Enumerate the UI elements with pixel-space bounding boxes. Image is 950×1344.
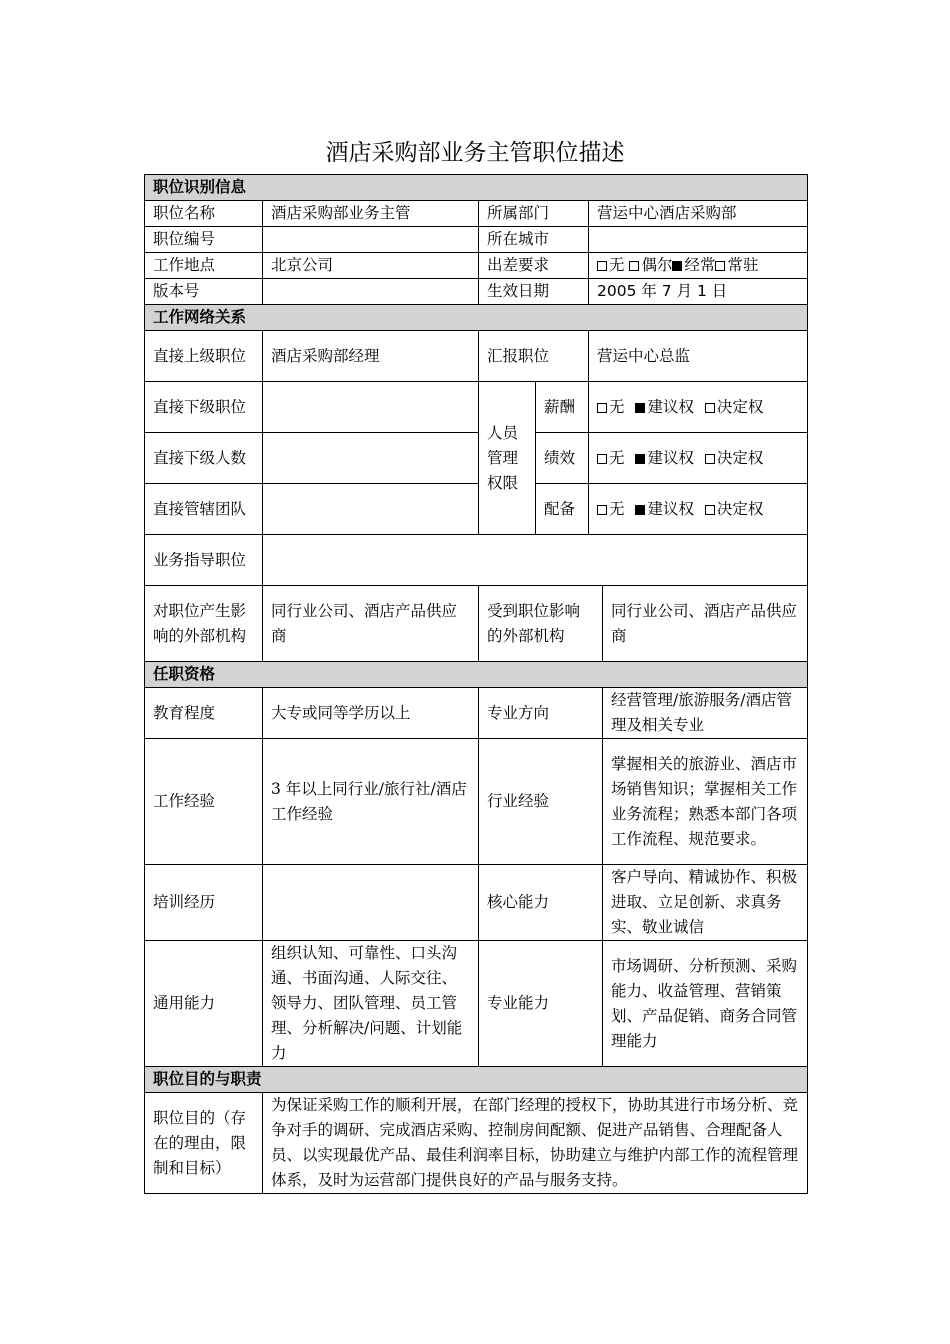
checkbox-icon bbox=[597, 505, 607, 515]
checkbox-icon bbox=[715, 261, 725, 271]
external-influence-label: 对职位产生影响的外部机构 bbox=[145, 586, 263, 662]
general-ability-label: 通用能力 bbox=[145, 941, 263, 1067]
checkbox-icon bbox=[629, 261, 639, 271]
position-no-value bbox=[263, 227, 479, 253]
direct-sub-position-label: 直接下级职位 bbox=[145, 382, 263, 433]
effective-date-value: 2005 年 7 月 1 日 bbox=[589, 279, 808, 305]
personnel-auth-label: 人员管理权限 bbox=[479, 382, 536, 535]
managed-team-label: 直接管辖团队 bbox=[145, 484, 263, 535]
authority-row-options bbox=[589, 484, 808, 535]
professional-ability-value: 市场调研、分析预测、采购能力、收益管理、营销策划、产品促销、商务合同管理能力 bbox=[603, 941, 808, 1067]
section-qualification: 任职资格 bbox=[145, 662, 808, 688]
checkbox-checked-icon bbox=[635, 403, 645, 413]
checkbox-checked-icon bbox=[635, 505, 645, 515]
authority-option[interactable]: 无 bbox=[597, 398, 625, 416]
professional-ability-label: 专业能力 bbox=[479, 941, 603, 1067]
section-identity: 职位识别信息 bbox=[145, 175, 808, 201]
authority-row-label: 薪酬 bbox=[536, 382, 589, 433]
industry-exp-value: 掌握相关的旅游业、酒店市场销售知识；掌握相关工作业务流程；熟悉本部门各项工作流程、规范要求。 bbox=[603, 739, 808, 865]
core-ability-label: 核心能力 bbox=[479, 865, 603, 941]
department-label: 所属部门 bbox=[479, 201, 589, 227]
checkbox-checked-icon bbox=[672, 261, 682, 271]
location-label: 工作地点 bbox=[145, 253, 263, 279]
external-influence-value: 同行业公司、酒店产品供应商 bbox=[263, 586, 479, 662]
authority-option[interactable]: 建议权 bbox=[635, 398, 694, 416]
checkbox-checked-icon bbox=[635, 454, 645, 464]
checkbox-icon bbox=[597, 261, 607, 271]
position-name-value: 酒店采购部业务主管 bbox=[263, 201, 479, 227]
authority-option[interactable]: 决定权 bbox=[705, 398, 764, 416]
education-value: 大专或同等学历以上 bbox=[263, 688, 479, 739]
checkbox-icon bbox=[597, 454, 607, 464]
education-label: 教育程度 bbox=[145, 688, 263, 739]
location-value: 北京公司 bbox=[263, 253, 479, 279]
checkbox-icon bbox=[705, 403, 715, 413]
travel-option[interactable]: 无 bbox=[597, 256, 625, 274]
effective-date-label: 生效日期 bbox=[479, 279, 589, 305]
authority-row-label: 配备 bbox=[536, 484, 589, 535]
report-to-label: 汇报职位 bbox=[479, 331, 589, 382]
department-value: 营运中心酒店采购部 bbox=[589, 201, 808, 227]
checkbox-icon bbox=[705, 505, 715, 515]
general-ability-value: 组织认知、可靠性、口头沟通、书面沟通、人际交往、领导力、团队管理、员工管理、分析解决/问题、计划能力 bbox=[263, 941, 479, 1067]
page-title: 酒店采购部业务主管职位描述 bbox=[325, 140, 625, 166]
checkbox-icon bbox=[705, 454, 715, 464]
work-exp-value: 3 年以上同行业/旅行社/酒店工作经验 bbox=[263, 739, 479, 865]
authority-option[interactable]: 无 bbox=[597, 449, 625, 467]
direct-superior-label: 直接上级职位 bbox=[145, 331, 263, 382]
authority-option[interactable]: 建议权 bbox=[635, 500, 694, 518]
core-ability-value: 客户导向、精诚协作、积极进取、立足创新、求真务实、敬业诚信 bbox=[603, 865, 808, 941]
major-label: 专业方向 bbox=[479, 688, 603, 739]
section-network: 工作网络关系 bbox=[145, 305, 808, 331]
version-label: 版本号 bbox=[145, 279, 263, 305]
job-description-table bbox=[144, 174, 808, 1194]
city-value bbox=[589, 227, 808, 253]
direct-sub-position-value bbox=[263, 382, 479, 433]
purpose-text: 为保证采购工作的顺利开展，在部门经理的授权下，协助其进行市场分析、竞争对手的调研、完成酒店采购、控制房间配额、促进产品销售、合理配备人员、以实现最优产品、最佳利润率目标，协助建立与维护内部工作的流程管理体系，及时为运营部门提供良好的产品与服务支持。 bbox=[263, 1093, 808, 1194]
travel-label: 出差要求 bbox=[479, 253, 589, 279]
guidance-value bbox=[263, 535, 808, 586]
version-value bbox=[263, 279, 479, 305]
authority-option[interactable]: 建议权 bbox=[635, 449, 694, 467]
direct-superior-value: 酒店采购部经理 bbox=[263, 331, 479, 382]
authority-row-options bbox=[589, 433, 808, 484]
training-value bbox=[263, 865, 479, 941]
major-value: 经营管理/旅游服务/酒店管理及相关专业 bbox=[603, 688, 808, 739]
travel-option[interactable]: 常驻 bbox=[715, 256, 758, 274]
guidance-label: 业务指导职位 bbox=[145, 535, 263, 586]
section-purpose: 职位目的与职责 bbox=[145, 1067, 808, 1093]
travel-option[interactable]: 经常 bbox=[672, 256, 715, 274]
travel-option[interactable]: 偶尔 bbox=[629, 256, 672, 274]
managed-team-value bbox=[263, 484, 479, 535]
work-exp-label: 工作经验 bbox=[145, 739, 263, 865]
position-no-label: 职位编号 bbox=[145, 227, 263, 253]
purpose-label: 职位目的（存在的理由，限制和目标） bbox=[145, 1093, 263, 1194]
industry-exp-label: 行业经验 bbox=[479, 739, 603, 865]
city-label: 所在城市 bbox=[479, 227, 589, 253]
authority-row-options bbox=[589, 382, 808, 433]
direct-sub-count-label: 直接下级人数 bbox=[145, 433, 263, 484]
authority-option[interactable]: 决定权 bbox=[705, 500, 764, 518]
direct-sub-count-value bbox=[263, 433, 479, 484]
position-name-label: 职位名称 bbox=[145, 201, 263, 227]
external-affected-value: 同行业公司、酒店产品供应商 bbox=[603, 586, 808, 662]
authority-row-label: 绩效 bbox=[536, 433, 589, 484]
authority-option[interactable]: 无 bbox=[597, 500, 625, 518]
authority-option[interactable]: 决定权 bbox=[705, 449, 764, 467]
report-to-value: 营运中心总监 bbox=[589, 331, 808, 382]
training-label: 培训经历 bbox=[145, 865, 263, 941]
external-affected-label: 受到职位影响的外部机构 bbox=[479, 586, 603, 662]
travel-options bbox=[589, 253, 808, 279]
checkbox-icon bbox=[597, 403, 607, 413]
